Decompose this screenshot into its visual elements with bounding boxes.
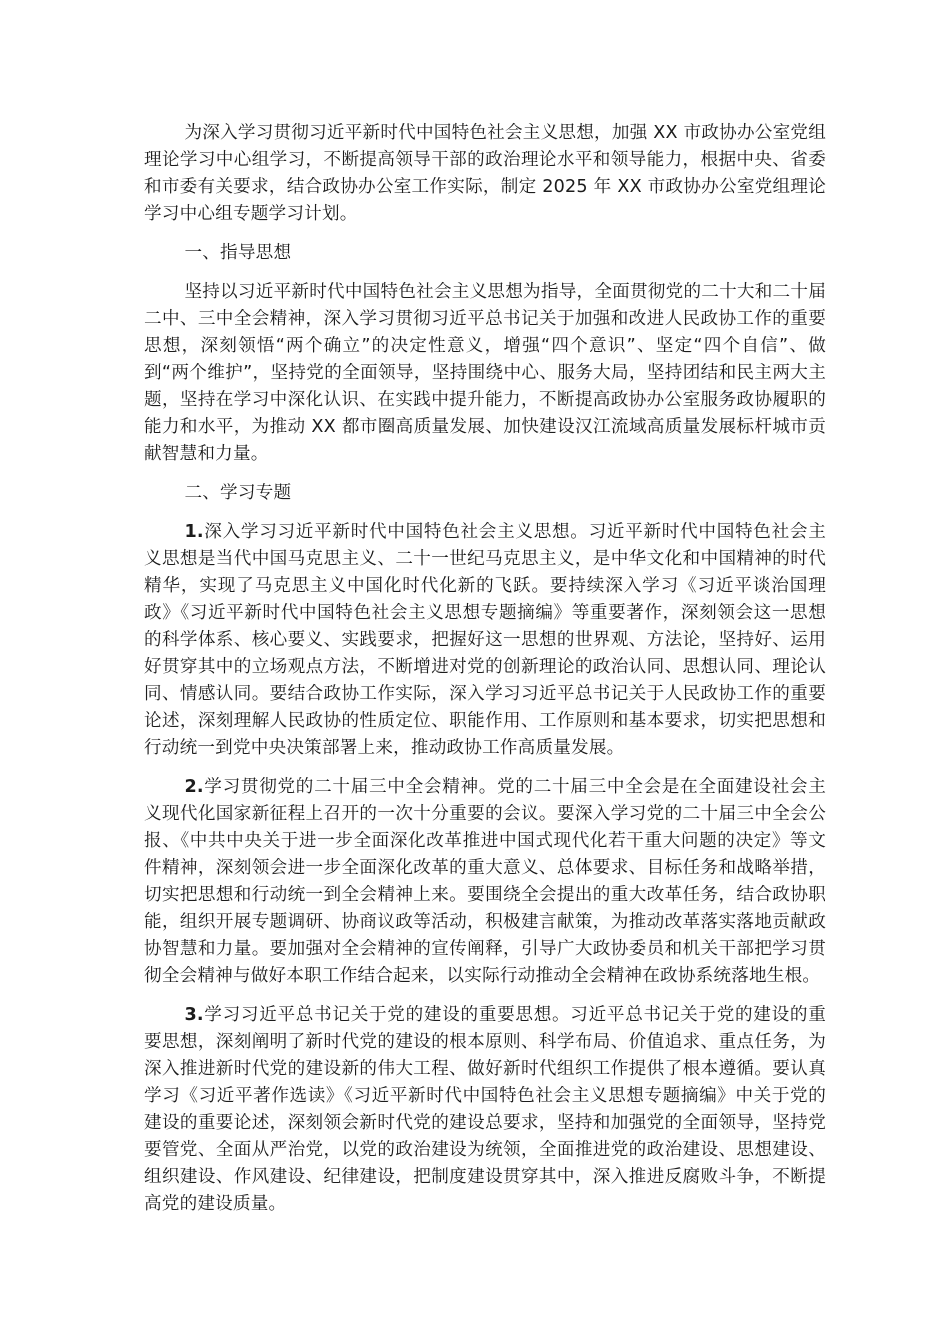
item-number: 1.: [184, 522, 204, 542]
item-text: 学习习近平总书记关于党的建设的重要思想。习近平总书记关于党的建设的重要思想，深刻阐明了新时代党的建设的根本原则、科学布局、价值追求、重点任务，为深入推进新时代党的建设新的伟大工程、做好新时代组织工作提供了根本遵循。要认真学习《习近平著作选读》《习近平新时代中国特色社会主义思想专题摘编》中关于党的建设的重要论述，深刻领会新时代党的建设总要求，坚持和加强党的全面领导，坚持党要管党、全面从严治党，以党的政治建设为统领，全面推进党的政治建设、思想建设、组织建设、作风建设、纪律建设，把制度建设贯穿其中，深入推进反腐败斗争，不断提高党的建设质量。: [144, 1005, 826, 1214]
study-topic-item: [144, 774, 826, 990]
item-text: 学习贯彻党的二十届三中全会精神。党的二十届三中全会是在全面建设社会主义现代化国家新征程上召开的一次十分重要的会议。要深入学习党的二十届三中全会公报、《中共中央关于进一步全面深化改革推进中国式现代化若干重大问题的决定》等文件精神，深刻领会进一步全面深化改革的重大意义、总体要求、目标任务和战略举措，切实把思想和行动统一到全会精神上来。要围绕全会提出的重大改革任务，结合政协职能，组织开展专题调研、协商议政等活动，积极建言献策，为推动改革落实落地贡献政协智慧和力量。要加强对全会精神的宣传阐释，引导广大政协委员和机关干部把学习贯彻全会精神与做好本职工作结合起来，以实际行动推动全会精神在政协系统落地生根。: [144, 777, 826, 986]
study-topic-item: [144, 1002, 826, 1218]
section-heading-study-topics: 二、学习专题: [184, 483, 292, 503]
document-body: [144, 120, 826, 1230]
item-number: 3.: [184, 1005, 204, 1025]
item-text: 深入学习习近平新时代中国特色社会主义思想。习近平新时代中国特色社会主义思想是当代中国马克思主义、二十一世纪马克思主义，是中华文化和中国精神的时代精华，实现了马克思主义中国化时代化新的飞跃。要持续深入学习《习近平谈治国理政》《习近平新时代中国特色社会主义思想专题摘编》等重要著作，深刻领会这一思想的科学体系、核心要义、实践要求，把握好这一思想的世界观、方法论，坚持好、运用好贯穿其中的立场观点方法，不断增进对党的创新理论的政治认同、思想认同、理论认同、情感认同。要结合政协工作实际，深入学习习近平总书记关于人民政协工作的重要论述，深刻理解人民政协的性质定位、职能作用、工作原则和基本要求，切实把思想和行动统一到党中央决策部署上来，推动政协工作高质量发展。: [144, 522, 826, 758]
item-number: 2.: [184, 777, 204, 797]
guiding-ideology-paragraph: 坚持以习近平新时代中国特色社会主义思想为指导，全面贯彻党的二十大和二十届二中、三中全会精神，深入学习贯彻习近平总书记关于加强和改进人民政协工作的重要思想，深刻领悟“两个确立”的决定性意义，增强“四个意识”、坚定“四个自信”、做到“两个维护”，坚持党的全面领导，坚持围绕中心、服务大局，坚持团结和民主两大主题，坚持在学习中深化认识、在实践中提升能力，不断提高政协办公室服务政协履职的能力和水平，为推动 XX 都市圈高质量发展、加快建设汉江流域高质量发展标杆城市贡献智慧和力量。: [144, 282, 826, 464]
section-heading-guiding-ideology: 一、指导思想: [184, 243, 292, 263]
study-topic-item: [144, 519, 826, 762]
intro-paragraph: 为深入学习贯彻习近平新时代中国特色社会主义思想，加强 XX 市政协办公室党组理论学习中心组学习，不断提高领导干部的政治理论水平和领导能力，根据中央、省委和市委有关要求，结合政协办公室工作实际，制定 2025 年 XX 市政协办公室党组理论学习中心组专题学习计划。: [144, 123, 826, 224]
